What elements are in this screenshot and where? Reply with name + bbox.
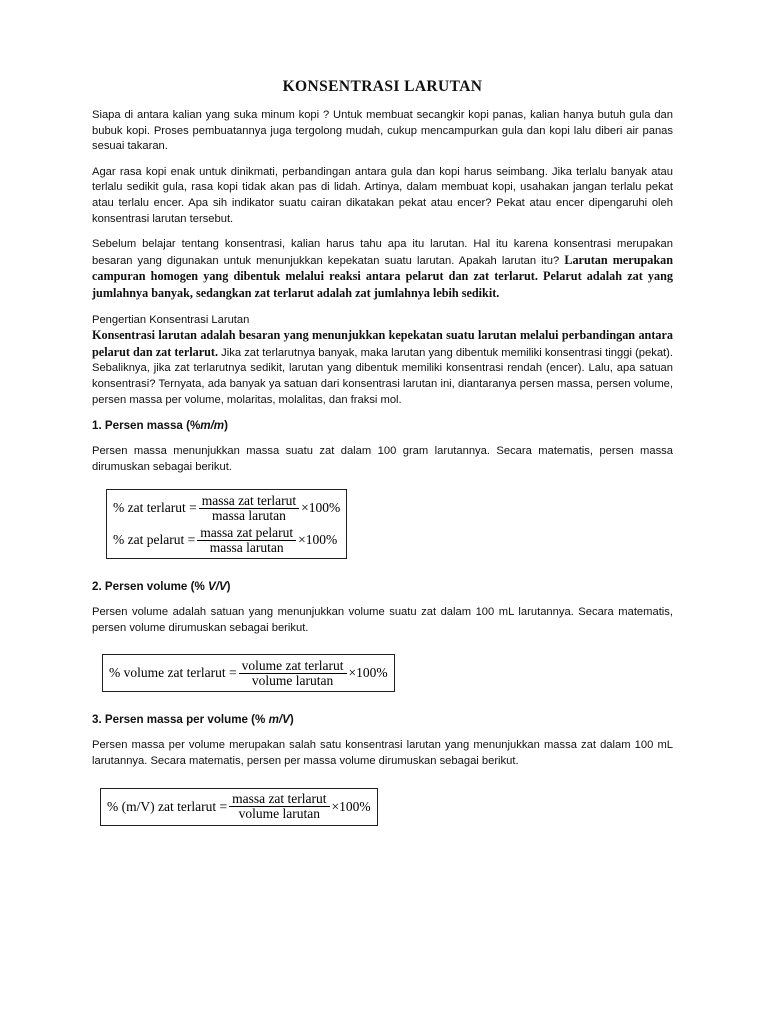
section-heading bbox=[92, 579, 673, 595]
document-title: KONSENTRASI LARUTAN bbox=[282, 78, 483, 95]
formula-row bbox=[109, 657, 388, 689]
document-page bbox=[92, 78, 673, 826]
formula-denominator: massa larutan bbox=[212, 507, 286, 523]
definition-bold: Konsentrasi larutan adalah besaran yang menunjukkan kepekatan suatu larutan melalui perbandingan antara pelarut dan zat terlarut. bbox=[92, 328, 673, 359]
larutan-definition: Larutan merupakan campuran homogen yang dibentuk melalui reaksi antara pelarut dan zat terlarut. Pelarut adalah zat yang jumlahnya banyak, sedangkan zat terlarut adalah zat jumlahnya lebih sedikit. bbox=[92, 252, 673, 300]
formula-box bbox=[106, 489, 347, 559]
heading-prefix: 2. Persen volume (% bbox=[92, 580, 208, 594]
formula-box bbox=[102, 654, 395, 692]
formula-rhs: ×100% bbox=[348, 665, 388, 681]
formula-numerator: massa zat terlarut bbox=[229, 792, 329, 807]
section-text: Persen volume adalah satuan yang menunjukkan volume suatu zat dalam 100 mL larutannya. Secara matematis, persen volume dirumuskan sebagai berikut. bbox=[92, 606, 673, 634]
intro-paragraph-2: Agar rasa kopi enak untuk dinikmati, perbandingan antara gula dan kopi harus seimbang. Jika terlalu banyak atau terlalu sedikit gula, rasa kopi tidak akan pas di lidah. Artinya, dalam membuat kopi, usahakan jangan terlalu pekat atau terlalu encer. Apa sih indikator suatu cairan dikatakan pekat atau encer? Pekat atau encer dipengaruhi oleh konsentrasi larutan tersebut. bbox=[92, 165, 673, 225]
formula-lhs: % (m/V) zat terlarut = bbox=[107, 798, 228, 814]
formula-lhs: % zat pelarut = bbox=[113, 532, 196, 548]
formula-lhs: % volume zat terlarut = bbox=[109, 665, 237, 681]
formula-box bbox=[100, 788, 378, 826]
heading-prefix: 3. Persen massa per volume (% bbox=[92, 713, 269, 727]
formula-fraction bbox=[229, 792, 329, 821]
formula-row bbox=[113, 492, 340, 524]
definition-rest: Jika zat terlarutnya banyak, maka larutan yang dibentuk memiliki konsentrasi tinggi (pekat). Sebaliknya, jika zat terlarutnya sedikit, larutan yang dibentuk memiliki konsentrasi rendah (encer). Lalu, apa satuan konsentrasi? Ternyata, ada banyak ya satuan dari konsentrasi larutan ini, diantaranya persen massa, persen volume, persen massa per volume, molaritas, molalitas, dan fraksi mol. bbox=[92, 346, 674, 406]
section-persen-volume bbox=[92, 579, 673, 692]
section-text: Persen massa menunjukkan massa suatu zat dalam 100 gram larutannya. Secara matematis, persen massa dirumuskan sebagai berikut. bbox=[92, 445, 673, 473]
section-heading bbox=[92, 712, 673, 728]
heading-italic: V/V bbox=[207, 580, 227, 594]
formula-fraction bbox=[199, 494, 299, 523]
formula-numerator: massa zat pelarut bbox=[197, 526, 296, 541]
formula-numerator: volume zat terlarut bbox=[239, 659, 347, 674]
section-persen-massa-per-volume bbox=[92, 712, 673, 825]
formula-fraction bbox=[197, 526, 296, 555]
heading-italic: m/m bbox=[200, 419, 225, 433]
heading-suffix: ) bbox=[224, 419, 228, 433]
formula-row bbox=[107, 791, 371, 823]
heading-suffix: ) bbox=[289, 713, 294, 727]
formula-rhs: ×100% bbox=[331, 798, 371, 814]
heading-prefix: 1. Persen massa (% bbox=[92, 419, 201, 433]
formula-lhs: % zat terlarut = bbox=[113, 500, 197, 516]
formula-denominator: volume larutan bbox=[251, 672, 334, 688]
section-text: Persen massa per volume merupakan salah satu konsentrasi larutan yang menunjukkan massa zat dalam 100 mL larutannya. Secara matematis, persen per massa volume dirumuskan sebagai berikut. bbox=[92, 739, 673, 768]
formula-rhs: ×100% bbox=[298, 532, 338, 548]
formula-numerator: massa zat terlarut bbox=[199, 494, 299, 509]
formula-rhs: ×100% bbox=[301, 500, 341, 516]
heading-suffix: ) bbox=[226, 580, 231, 594]
heading-italic: m/V bbox=[268, 713, 290, 727]
formula-denominator: volume larutan bbox=[238, 806, 320, 822]
section-persen-massa bbox=[92, 418, 673, 559]
section-heading bbox=[92, 418, 673, 434]
formula-row bbox=[113, 524, 340, 556]
formula-fraction bbox=[239, 659, 347, 688]
intro-paragraph-3 bbox=[92, 237, 673, 302]
intro-paragraph-3-text: Sebelum belajar tentang konsentrasi, kalian harus tahu apa itu larutan. Hal itu karena konsentrasi merupakan besaran yang digunakan untuk menunjukkan kepekatan suatu larutan. Apakah larutan itu? bbox=[92, 238, 673, 267]
intro-paragraph-1: Siapa di antara kalian yang suka minum kopi ? Untuk membuat secangkir kopi panas, kalian hanya butuh gula dan bubuk kopi. Proses pembuatannya juga tergolong mudah, cukup mencampurkan gula dan kopi lalu diberi air panas sesuai takaran. bbox=[92, 109, 673, 153]
definition-paragraph bbox=[92, 328, 673, 408]
formula-denominator: massa larutan bbox=[209, 539, 284, 555]
definition-heading: Pengertian Konsentrasi Larutan bbox=[92, 313, 250, 326]
